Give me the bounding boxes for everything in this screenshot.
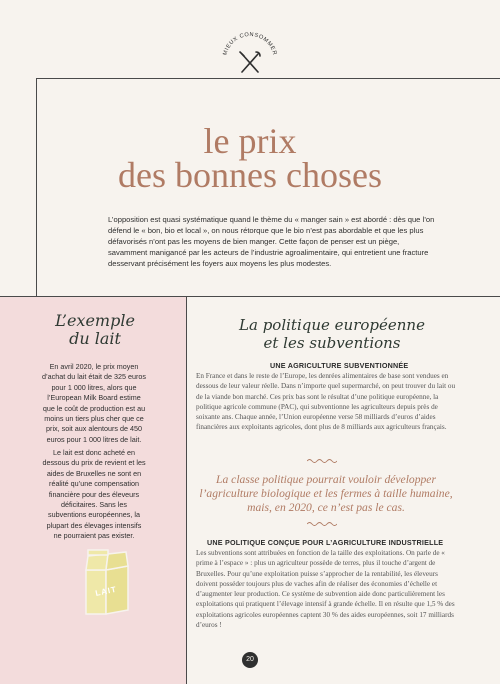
sidebar-paragraph-2: Le lait est donc acheté en dessous du prix de revient et les aides de Bruxelles ne sont en réalité qu’une compensation financière pour des éleveurs déficitaires. Sans les subventions européennes, la plupart des élevages intensifs ne pourraient pas exister. — [42, 448, 146, 541]
section-title-line-1: La politique européenne — [239, 316, 425, 334]
body-paragraph-2: Les subventions sont attribuées en fonction de la taille des exploitations. On parle de « prime à l’espace » : plus un agriculteur possède de terres, plus il touche d’argent de Bruxelles. Pour qu’une exploitation puisse s’approcher de la rentabilité, les éleveurs doivent posséder toujours plus de vaches afin de réaliser des économies d’échelle et d’augmenter leur production. Ce système de subvention aide donc particulièrement les exploitations qui pratiquent l’élevage intensif à grande échelle. Il en résulte que 1,5 % des exploitations agricoles européennes captent 30 % des aides européennes, soit 17 milliards d’euros ! — [196, 549, 455, 630]
milk-carton-icon — [76, 548, 136, 618]
page-number: 20 — [242, 652, 258, 668]
page-title — [40, 121, 460, 195]
crossed-fork-knife-icon — [240, 52, 260, 72]
body-paragraph-1: En France et dans le reste de l’Europe, les denrées alimentaires de base sont vendues en dessous de leur valeur réelle. Dans n’importe quel supermarché, on peut trouver du lait ou de la viande bon marché. Ces prix bas sont le résultat d’une politique européenne, la politique agricole commune (PAC), qui subventionne les agriculteurs depuis près de soixante ans. Chaque année, l’Union européenne verse 58 milliards d’euros d’aides financières aux exploitants agricoles, dont plus de 8 milliards aux agriculteurs français. — [196, 372, 456, 432]
column-divider — [186, 296, 187, 684]
sidebar-title — [40, 312, 150, 348]
badge-text: MIEUX CONSOMMER — [222, 31, 278, 57]
frame-left-line — [36, 78, 37, 296]
pull-quote: La classe politique pourrait vouloir développer l’agriculture biologique et les fermes à taille humaine, mais, en 2020, ce n’est pas le cas. — [199, 473, 453, 514]
wave-divider-2 — [307, 521, 337, 527]
title-line-2: des bonnes choses — [118, 155, 382, 195]
title-line-1: le prix — [203, 121, 297, 161]
section-title-line-2: et les subventions — [263, 334, 401, 352]
sidebar-title-line-1: L’exemple — [55, 311, 135, 330]
section-title — [212, 316, 452, 352]
frame-top-line — [36, 78, 500, 79]
sidebar-paragraph-1: En avril 2020, le prix moyen d’achat du lait était de 325 euros pour 1 000 litres, alors que l’European Milk Board estime que le coût de production est au moins un tiers plus cher que ce prix, soit aux alentours de 450 euros pour 1 000 litres de lait. — [42, 362, 146, 444]
subheading-1: UNE AGRICULTURE SUBVENTIONNÉE — [270, 361, 409, 370]
sidebar-title-line-2: du lait — [69, 329, 121, 348]
subheading-2: UNE POLITIQUE CONÇUE POUR L’AGRICULTURE INDUSTRIELLE — [207, 538, 444, 547]
intro-paragraph: L’opposition est quasi systématique quand le thème du « manger sain » est abordé : dès que l’on défend le « bon, bio et local », on nous rétorque que le bio n’est pas abordable et que les plus défavorisés n’ont pas les moyens de bien manger. Cette façon de penser est un piège, savamment manigancé par les acteurs de l’industrie agroalimentaire, qui entretient une fracture desservant précisément les foyers aux moyens les plus modestes. — [108, 215, 435, 268]
milk-label: LAIT — [94, 584, 118, 598]
wave-divider-1 — [307, 458, 337, 464]
section-badge — [218, 26, 282, 86]
